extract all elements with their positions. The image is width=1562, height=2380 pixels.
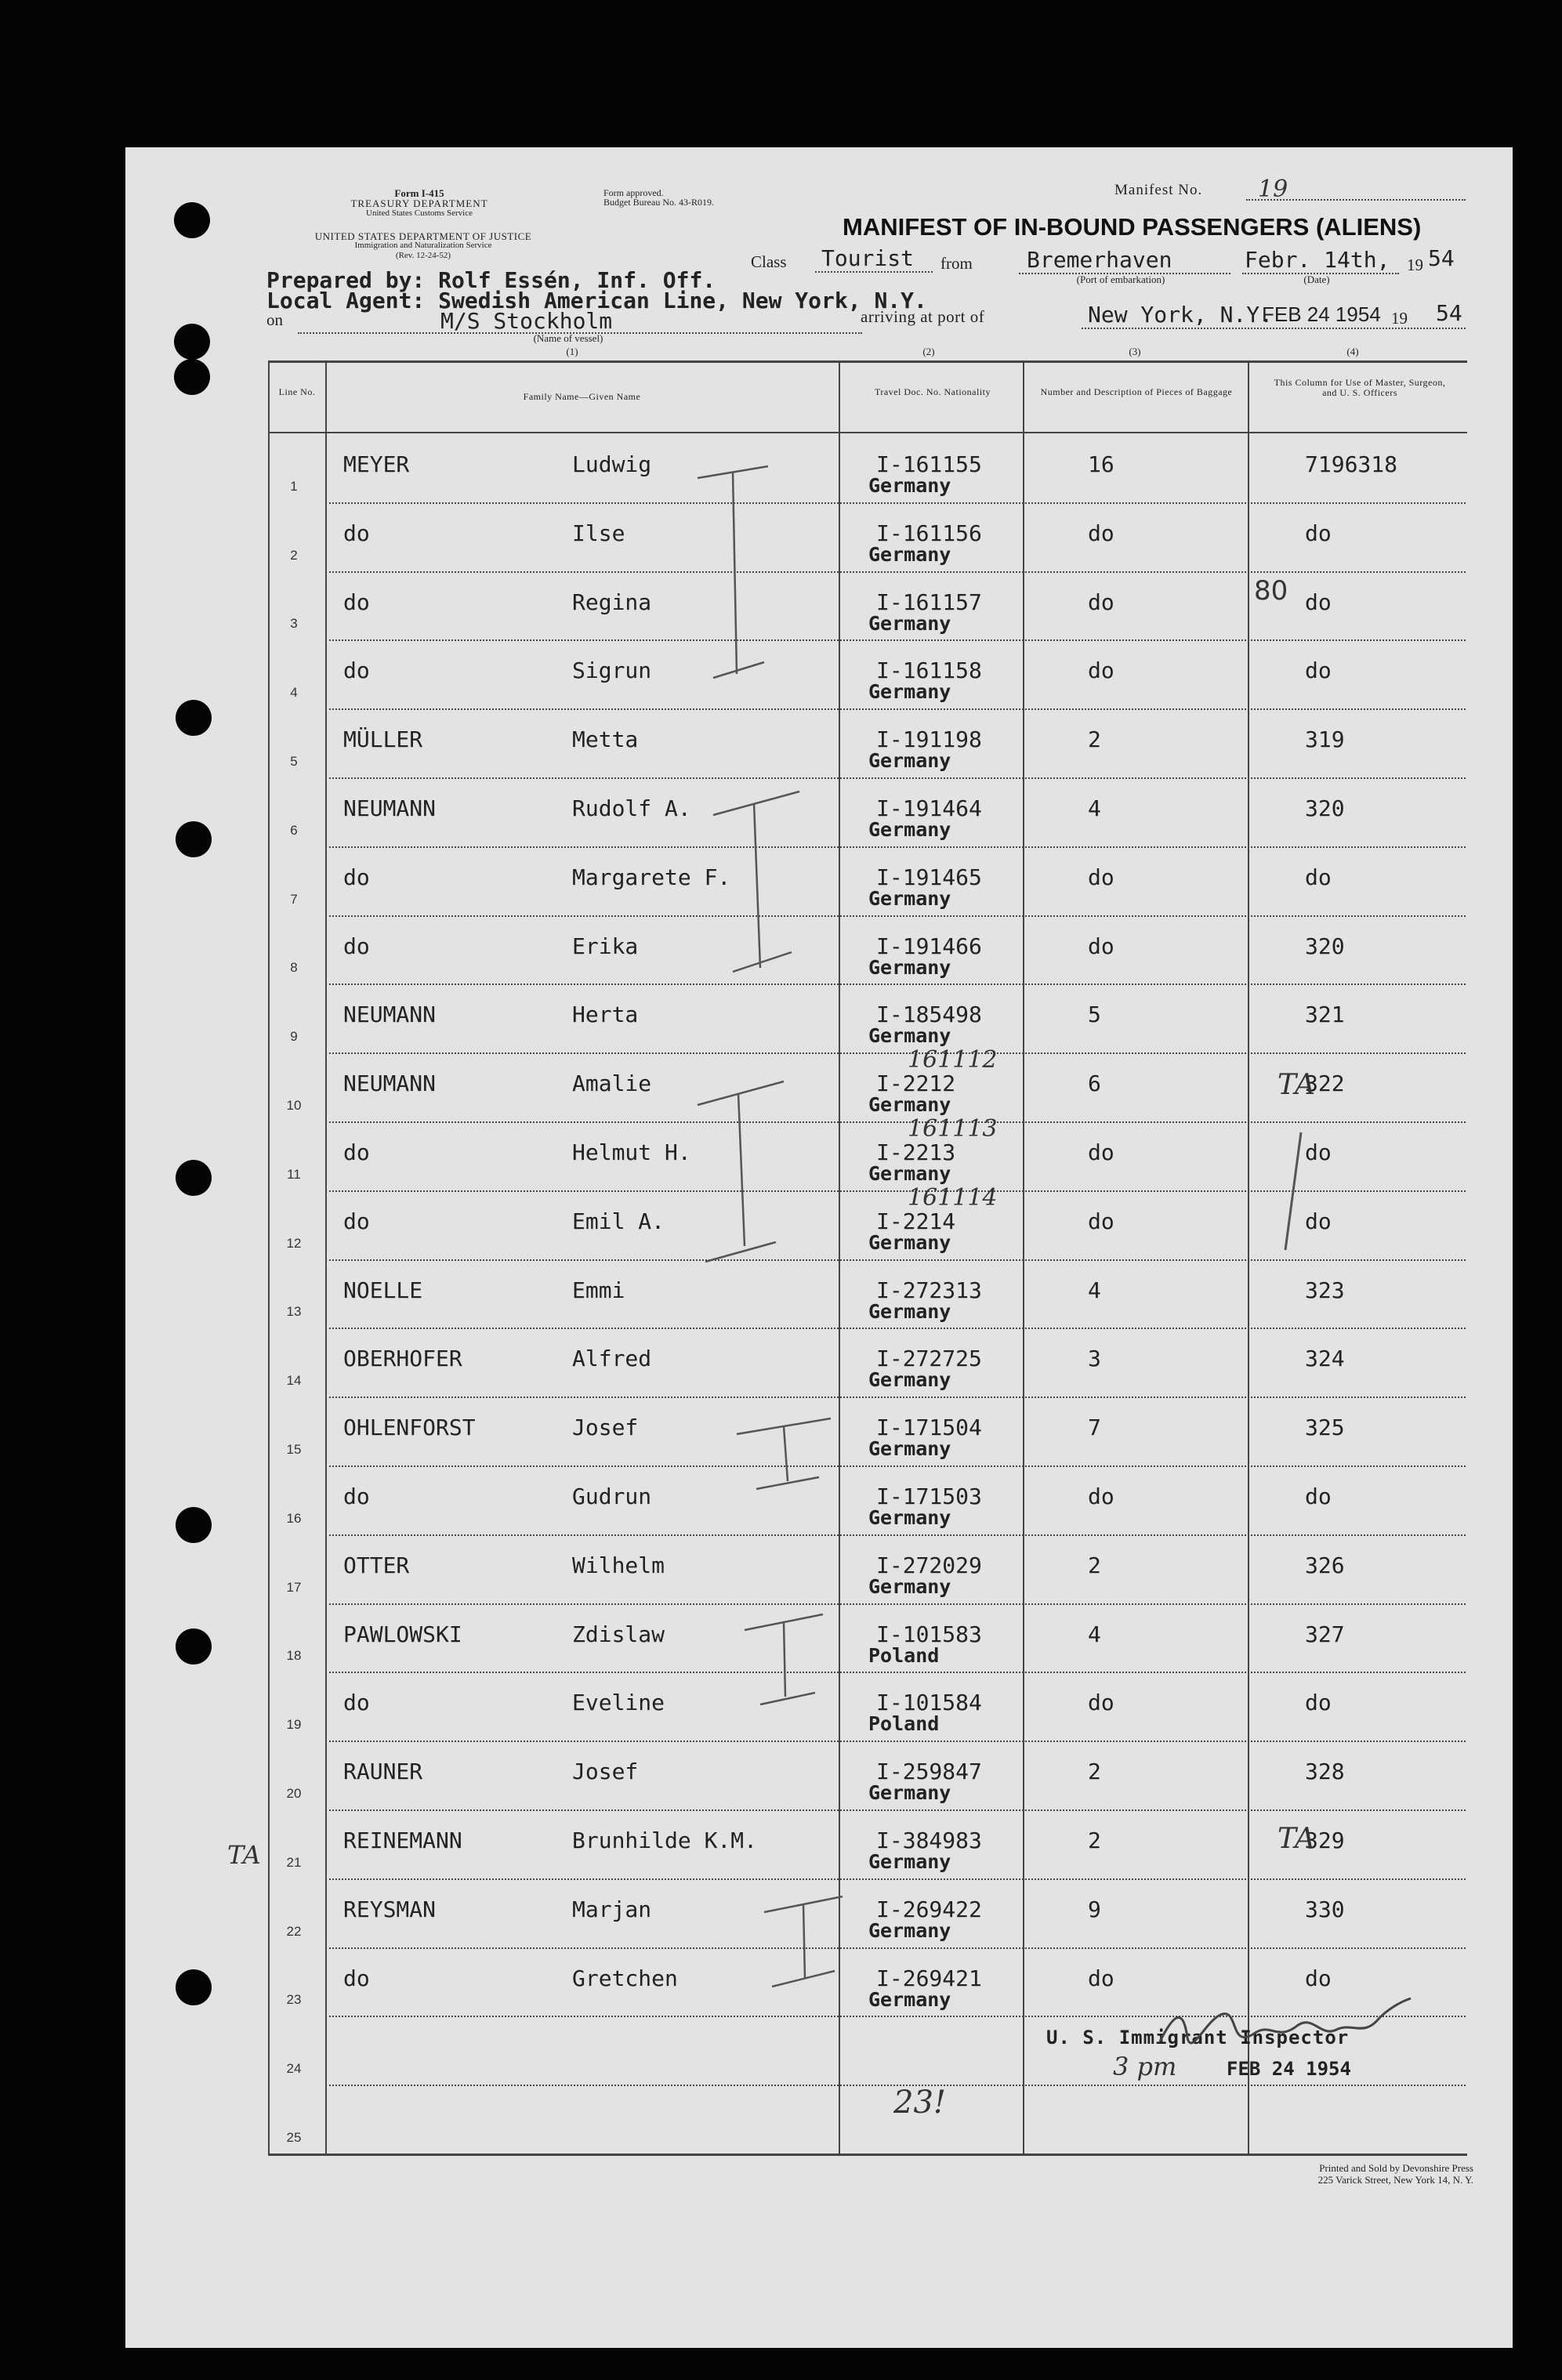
family-name: do bbox=[343, 520, 370, 546]
arriving-label: arriving at port of bbox=[861, 307, 985, 326]
header-officers: This Column for Use of Master, Surgeon, and U. S. Officers bbox=[1274, 377, 1446, 399]
family-name: OTTER bbox=[343, 1552, 410, 1578]
punch-hole bbox=[176, 1628, 212, 1665]
nationality: Germany bbox=[868, 611, 951, 635]
travel-doc-no: I-185498 bbox=[876, 1002, 982, 1028]
officer-note: do bbox=[1305, 864, 1332, 890]
family-name: REINEMANN bbox=[343, 1828, 462, 1853]
line-number: 17 bbox=[286, 1579, 302, 1595]
header-line-no: Line No. bbox=[278, 386, 316, 397]
line-number: 14 bbox=[286, 1373, 302, 1389]
travel-doc-no: I-269422 bbox=[876, 1896, 982, 1922]
given-name: Josef bbox=[572, 1415, 639, 1441]
given-name: Marjan bbox=[572, 1896, 652, 1922]
class-label: Class bbox=[751, 252, 787, 271]
line-number: 4 bbox=[290, 685, 298, 701]
baggage-count: 4 bbox=[1088, 795, 1101, 821]
line-number: 12 bbox=[286, 1235, 302, 1251]
officer-note: 329 bbox=[1305, 1828, 1345, 1853]
baggage-count: do bbox=[1088, 864, 1114, 890]
row-rule bbox=[325, 915, 1466, 917]
baggage-count: 6 bbox=[1088, 1070, 1101, 1097]
travel-doc-no: I-191465 bbox=[876, 864, 982, 890]
row-rule bbox=[325, 846, 1466, 848]
travel-doc-no: I-101584 bbox=[876, 1690, 982, 1716]
baggage-count: do bbox=[1088, 1690, 1114, 1716]
officer-note: 320 bbox=[1305, 933, 1345, 959]
class-value: Tourist bbox=[821, 245, 915, 271]
inspector-stamp-date: FEB 24 1954 bbox=[1227, 2058, 1351, 2080]
arrival-year-suffix: 54 bbox=[1436, 300, 1462, 326]
family-name: NOELLE bbox=[343, 1277, 423, 1303]
punch-hole bbox=[174, 359, 210, 395]
row-rule bbox=[325, 571, 1466, 573]
punch-hole bbox=[174, 324, 210, 360]
treasury-label: TREASURY DEPARTMENT bbox=[350, 197, 488, 209]
travel-doc-no: I-101583 bbox=[876, 1621, 982, 1647]
row-rule bbox=[325, 1121, 1466, 1123]
line-number: 18 bbox=[286, 1648, 302, 1664]
nationality: Germany bbox=[868, 1368, 951, 1392]
manifest-no-value: 19 bbox=[1258, 176, 1288, 203]
travel-doc-no: I-171504 bbox=[876, 1415, 982, 1441]
line-number: 24 bbox=[286, 2061, 302, 2077]
officer-note: 328 bbox=[1305, 1759, 1345, 1785]
nationality: Germany bbox=[868, 1850, 951, 1873]
name-divider bbox=[839, 360, 840, 2155]
col-num-3: (3) bbox=[1129, 346, 1141, 357]
handwritten-doc-correction: 161112 bbox=[908, 1046, 998, 1074]
travel-doc-no: I-272029 bbox=[876, 1552, 982, 1578]
travel-divider bbox=[1023, 360, 1024, 2155]
officer-note: do bbox=[1305, 520, 1332, 546]
class-line bbox=[815, 271, 933, 273]
nationality: Germany bbox=[868, 1918, 951, 1942]
given-name: Ilse bbox=[572, 520, 625, 546]
line-no-divider bbox=[325, 360, 327, 2155]
punch-hole bbox=[176, 1969, 212, 2005]
local-agent: Local Agent: Swedish American Line, New York, N.Y. bbox=[266, 288, 927, 313]
line-number: 13 bbox=[286, 1304, 302, 1320]
family-name: REYSMAN bbox=[343, 1896, 437, 1922]
baggage-count: 2 bbox=[1088, 1552, 1101, 1578]
family-name: PAWLOWSKI bbox=[343, 1621, 462, 1647]
officer-note: do bbox=[1305, 1483, 1332, 1509]
date-caption: (Date) bbox=[1303, 274, 1330, 285]
pencil-bracket-neumann bbox=[705, 784, 807, 987]
officer-note: 327 bbox=[1305, 1621, 1345, 1647]
line-number: 11 bbox=[287, 1166, 301, 1182]
baggage-count: do bbox=[1088, 1139, 1114, 1165]
customs-label: United States Customs Service bbox=[366, 208, 473, 218]
officer-note: 321 bbox=[1305, 1002, 1345, 1028]
given-name: Sigrun bbox=[572, 657, 652, 684]
row-rule bbox=[325, 1603, 1466, 1605]
row-rule bbox=[325, 1328, 1466, 1329]
handwritten-doc-correction: 161113 bbox=[908, 1115, 998, 1143]
row-rule bbox=[325, 1052, 1466, 1054]
officer-note: 326 bbox=[1305, 1552, 1345, 1578]
travel-doc-no: I-272725 bbox=[876, 1346, 982, 1372]
row-rule bbox=[325, 1809, 1466, 1811]
arrival-year-prefix: 19 bbox=[1391, 309, 1408, 328]
row-rule bbox=[325, 1465, 1466, 1467]
arrival-stamp-date: FEB 24 1954 bbox=[1262, 302, 1381, 326]
vessel-caption: (Name of vessel) bbox=[533, 332, 603, 344]
row-rule bbox=[325, 1534, 1466, 1536]
officer-note: do bbox=[1305, 657, 1332, 684]
given-name: Eveline bbox=[572, 1690, 665, 1716]
nationality: Germany bbox=[868, 886, 951, 910]
family-name: do bbox=[343, 1690, 370, 1716]
family-name: do bbox=[343, 933, 370, 959]
handwritten-doc-correction: 161114 bbox=[908, 1183, 998, 1212]
travel-doc-no: I-2213 bbox=[876, 1139, 956, 1165]
family-name: MEYER bbox=[343, 451, 410, 477]
revision-label: (Rev. 12-24-52) bbox=[395, 251, 451, 260]
nationality: Germany bbox=[868, 1093, 951, 1117]
given-name: Regina bbox=[572, 589, 652, 615]
travel-doc-no: I-2212 bbox=[876, 1070, 956, 1097]
given-name: Gretchen bbox=[572, 1965, 678, 1991]
row-rule bbox=[325, 1947, 1466, 1949]
nationality: Germany bbox=[868, 749, 951, 773]
travel-doc-no: I-191464 bbox=[876, 795, 982, 821]
pencil-bracket-pawlowski bbox=[737, 1607, 831, 1708]
given-name: Herta bbox=[572, 1002, 639, 1028]
table-header-rule bbox=[268, 432, 1467, 433]
baggage-count: 2 bbox=[1088, 726, 1101, 753]
line-number: 5 bbox=[290, 754, 298, 769]
travel-doc-no: I-384983 bbox=[876, 1828, 982, 1853]
inspector-stamp: U. S. Immigrant Inspector bbox=[1046, 2027, 1350, 2049]
line-number: 15 bbox=[286, 1442, 302, 1457]
baggage-count: do bbox=[1088, 1483, 1114, 1509]
officer-note: do bbox=[1305, 1208, 1332, 1234]
officer-note: 322 bbox=[1305, 1070, 1345, 1097]
nationality: Germany bbox=[868, 542, 951, 566]
header-name: Family Name—Given Name bbox=[523, 391, 641, 402]
row-rule bbox=[325, 1741, 1466, 1742]
handwritten-ta-margin: TA bbox=[227, 1840, 261, 1870]
line-number: 10 bbox=[286, 1098, 302, 1113]
printer-line-1: Printed and Sold by Devonshire Press bbox=[1319, 2162, 1473, 2174]
given-name: Gudrun bbox=[572, 1483, 652, 1509]
manifest-no-label: Manifest No. bbox=[1114, 182, 1203, 198]
given-name: Rudolf A. bbox=[572, 795, 691, 821]
pencil-line-officers bbox=[1278, 1128, 1309, 1254]
line-number: 6 bbox=[290, 822, 298, 838]
table-top-rule bbox=[268, 360, 1467, 363]
form-number: Form I-415 bbox=[394, 187, 444, 199]
baggage-count: do bbox=[1088, 1208, 1114, 1234]
from-label: from bbox=[940, 254, 973, 273]
row-rule bbox=[325, 2154, 1466, 2155]
line-number: 9 bbox=[290, 1029, 298, 1045]
travel-doc-no: I-161155 bbox=[876, 451, 982, 477]
printer-line-2: 225 Varick Street, New York 14, N. Y. bbox=[1317, 2174, 1473, 2186]
punch-hole bbox=[174, 202, 210, 238]
baggage-count: do bbox=[1088, 657, 1114, 684]
travel-doc-no: I-161158 bbox=[876, 657, 982, 684]
officer-note: 320 bbox=[1305, 795, 1345, 821]
port-embarkation: Bremerhaven bbox=[1027, 247, 1172, 273]
row-rule bbox=[325, 502, 1466, 504]
travel-doc-no: I-191466 bbox=[876, 933, 982, 959]
family-name: NEUMANN bbox=[343, 795, 437, 821]
line-number: 19 bbox=[286, 1717, 302, 1733]
year-prefix: 19 bbox=[1407, 255, 1423, 274]
given-name: Helmut H. bbox=[572, 1139, 691, 1165]
nationality: Germany bbox=[868, 1437, 951, 1461]
family-name: NEUMANN bbox=[343, 1002, 437, 1028]
nationality: Poland bbox=[868, 1643, 940, 1667]
given-name: Brunhilde K.M. bbox=[572, 1828, 758, 1853]
officer-note: 325 bbox=[1305, 1415, 1345, 1441]
family-name: OHLENFORST bbox=[343, 1415, 476, 1441]
family-name: OBERHOFER bbox=[343, 1346, 462, 1372]
nationality: Germany bbox=[868, 1024, 951, 1048]
handwritten-ta-line21: TA bbox=[1278, 1823, 1316, 1855]
travel-doc-no: I-161156 bbox=[876, 520, 982, 546]
baggage-count: do bbox=[1088, 520, 1114, 546]
port-caption: (Port of embarkation) bbox=[1076, 274, 1165, 285]
row-rule bbox=[325, 1396, 1466, 1398]
line-number: 23 bbox=[286, 1992, 302, 2008]
row-rule bbox=[325, 708, 1466, 710]
form-approved: Form approved. bbox=[603, 187, 664, 198]
family-name: do bbox=[343, 589, 370, 615]
given-name: Alfred bbox=[572, 1346, 652, 1372]
line-number: 20 bbox=[286, 1786, 302, 1801]
punch-hole bbox=[176, 1160, 212, 1196]
family-name: do bbox=[343, 1139, 370, 1165]
baggage-divider bbox=[1248, 360, 1249, 2155]
vessel-name: M/S Stockholm bbox=[440, 308, 613, 334]
baggage-count: 5 bbox=[1088, 1002, 1101, 1028]
nationality: Germany bbox=[868, 474, 951, 497]
pencil-bracket-meyer bbox=[690, 451, 776, 686]
baggage-count: do bbox=[1088, 1965, 1114, 1991]
col-num-2: (2) bbox=[922, 346, 935, 357]
row-rule bbox=[325, 1878, 1466, 1880]
officer-note: do bbox=[1305, 589, 1332, 615]
nationality: Germany bbox=[868, 1162, 951, 1185]
nationality: Germany bbox=[868, 1781, 951, 1805]
line-number: 2 bbox=[290, 547, 298, 563]
baggage-count: 7 bbox=[1088, 1415, 1101, 1441]
nationality: Germany bbox=[868, 1230, 951, 1254]
line-number: 25 bbox=[286, 2130, 302, 2145]
nationality: Germany bbox=[868, 1299, 951, 1323]
nationality: Germany bbox=[868, 955, 951, 979]
family-name: do bbox=[343, 1965, 370, 1991]
nationality: Poland bbox=[868, 1712, 940, 1736]
row-rule bbox=[325, 984, 1466, 985]
on-label: on bbox=[266, 310, 283, 329]
baggage-count: 4 bbox=[1088, 1277, 1101, 1303]
table-left-border bbox=[268, 360, 270, 2155]
col-num-4: (4) bbox=[1346, 346, 1359, 357]
baggage-count: 4 bbox=[1088, 1621, 1101, 1647]
handwritten-3pm: 3 pm bbox=[1113, 2052, 1177, 2081]
baggage-count: 16 bbox=[1088, 451, 1114, 477]
header-baggage: Number and Description of Pieces of Baggage bbox=[1040, 386, 1233, 397]
arrival-port: New York, N.Y. bbox=[1088, 302, 1274, 328]
justice-label: UNITED STATES DEPARTMENT OF JUSTICE bbox=[314, 230, 532, 242]
officer-note: 324 bbox=[1305, 1346, 1345, 1372]
family-name: NEUMANN bbox=[343, 1070, 437, 1097]
nationality: Germany bbox=[868, 1987, 951, 2011]
ins-label: Immigration and Naturalization Service bbox=[354, 241, 492, 250]
travel-doc-no: I-191198 bbox=[876, 726, 982, 753]
arrival-line bbox=[1082, 328, 1466, 329]
line-number: 1 bbox=[290, 478, 298, 494]
officer-note: 319 bbox=[1305, 726, 1345, 753]
line-number: 21 bbox=[286, 1854, 302, 1870]
officer-note: do bbox=[1305, 1690, 1332, 1716]
punch-hole bbox=[176, 700, 212, 736]
pencil-bracket-ohlenforst bbox=[729, 1411, 839, 1497]
pencil-bracket-reysman bbox=[756, 1889, 850, 1991]
travel-doc-no: I-171503 bbox=[876, 1483, 982, 1509]
nationality: Germany bbox=[868, 1506, 951, 1529]
row-rule bbox=[325, 777, 1466, 779]
officer-note: do bbox=[1305, 1139, 1332, 1165]
year-suffix: 54 bbox=[1428, 245, 1455, 271]
line-number: 8 bbox=[290, 960, 298, 976]
baggage-count: 9 bbox=[1088, 1896, 1101, 1922]
manifest-title: MANIFEST OF IN-BOUND PASSENGERS (ALIENS) bbox=[843, 213, 1422, 241]
given-name: Metta bbox=[572, 726, 639, 753]
travel-doc-no: I-269421 bbox=[876, 1965, 982, 1991]
inspector-signature bbox=[1152, 1994, 1419, 2065]
pencil-bracket-neumann2 bbox=[690, 1074, 792, 1270]
punch-hole bbox=[176, 821, 212, 857]
line-number: 7 bbox=[290, 891, 298, 907]
baggage-count: do bbox=[1088, 589, 1114, 615]
col-num-1: (1) bbox=[566, 346, 578, 357]
officer-note: 330 bbox=[1305, 1896, 1345, 1922]
officer-note: 323 bbox=[1305, 1277, 1345, 1303]
travel-doc-no: I-259847 bbox=[876, 1759, 982, 1785]
travel-doc-no: I-272313 bbox=[876, 1277, 982, 1303]
officer-note: 7196318 bbox=[1305, 451, 1398, 477]
handwritten-80: 80 bbox=[1254, 575, 1288, 607]
baggage-count: do bbox=[1088, 933, 1114, 959]
baggage-count: 2 bbox=[1088, 1759, 1101, 1785]
nationality: Germany bbox=[868, 680, 951, 704]
given-name: Erika bbox=[572, 933, 639, 959]
handwritten-ta-line10: TA bbox=[1278, 1069, 1316, 1101]
embark-date: Febr. 14th, bbox=[1245, 247, 1390, 273]
family-name: RAUNER bbox=[343, 1759, 423, 1785]
given-name: Margarete F. bbox=[572, 864, 731, 890]
handwritten-total: 23! bbox=[893, 2085, 946, 2121]
family-name: do bbox=[343, 864, 370, 890]
given-name: Zdislaw bbox=[572, 1621, 665, 1647]
officer-note: do bbox=[1305, 1965, 1332, 1991]
line-number: 22 bbox=[286, 1923, 302, 1939]
family-name: do bbox=[343, 1483, 370, 1509]
prepared-by: Prepared by: Rolf Essén, Inf. Off. bbox=[266, 267, 716, 293]
nationality: Germany bbox=[868, 1574, 951, 1598]
nationality: Germany bbox=[868, 818, 951, 841]
baggage-count: 3 bbox=[1088, 1346, 1101, 1372]
row-rule bbox=[325, 1259, 1466, 1261]
family-name: MÜLLER bbox=[343, 726, 423, 753]
header-travel-doc: Travel Doc. No. Nationality bbox=[874, 386, 991, 397]
row-rule bbox=[325, 1672, 1466, 1673]
line-number: 3 bbox=[290, 616, 298, 632]
given-name: Amalie bbox=[572, 1070, 652, 1097]
given-name: Emil A. bbox=[572, 1208, 665, 1234]
given-name: Wilhelm bbox=[572, 1552, 665, 1578]
budget-bureau: Budget Bureau No. 43-R019. bbox=[603, 197, 714, 208]
given-name: Ludwig bbox=[572, 451, 652, 477]
family-name: do bbox=[343, 657, 370, 684]
punch-hole bbox=[176, 1507, 212, 1543]
travel-doc-no: I-2214 bbox=[876, 1208, 956, 1234]
given-name: Emmi bbox=[572, 1277, 625, 1303]
baggage-count: 2 bbox=[1088, 1828, 1101, 1853]
line-number: 16 bbox=[286, 1510, 302, 1526]
family-name: do bbox=[343, 1208, 370, 1234]
row-rule bbox=[325, 639, 1466, 641]
travel-doc-no: I-161157 bbox=[876, 589, 982, 615]
given-name: Josef bbox=[572, 1759, 639, 1785]
